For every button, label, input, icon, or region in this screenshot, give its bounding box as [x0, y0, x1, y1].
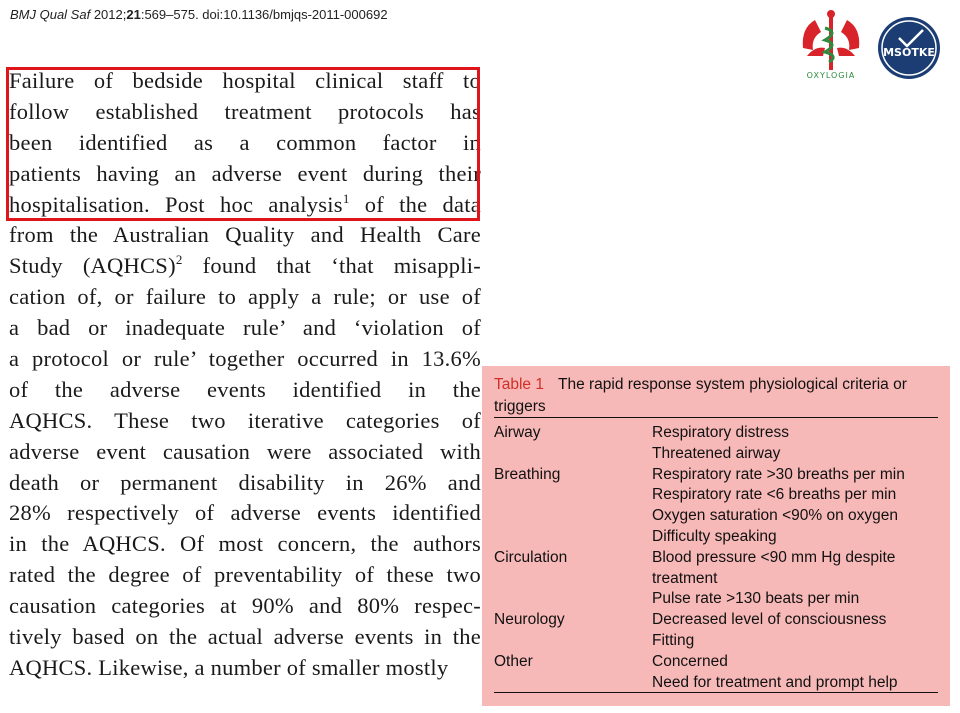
text-line: death or permanent disability in 26% and [9, 469, 481, 495]
table-label: Table 1 [494, 376, 544, 393]
table-row [494, 423, 942, 444]
text-line: AQHCS. Likewise, a number of smaller mostly [9, 654, 449, 680]
text-line: Study (AQHCS)$^2$ found that ‘that misappli- [9, 252, 481, 279]
table-row [494, 548, 942, 569]
journal-pages-doi: :569–575. doi:10.1136/bmjqs-2011-000692 [140, 7, 388, 22]
table-row [494, 610, 942, 631]
criterion-cell: Fitting [652, 631, 695, 649]
text-line: a protocol or rule’ together occurred in 13.6% [9, 346, 481, 372]
table-row [494, 631, 942, 652]
table-row [494, 485, 942, 506]
journal-year: 2012; [93, 7, 127, 22]
category-cell: Neurology [494, 611, 565, 629]
msotke-logo-text: MSOTKE [883, 46, 935, 59]
table-title: The rapid response system physiological criteria or triggers [494, 376, 907, 415]
criterion-cell: Respiratory rate <6 breaths per min [652, 486, 897, 504]
text-line: tively based on the actual adverse events in the [9, 624, 481, 650]
category-cell: Breathing [494, 465, 561, 483]
text-line: Failure of bedside hospital clinical staff to [9, 68, 481, 93]
text-line: adverse event causation were associated with [9, 438, 481, 464]
table-panel [482, 366, 950, 706]
text-line: rated the degree of preventability of these two [9, 562, 481, 588]
journal-citation [10, 7, 388, 22]
criterion-cell: Threatened airway [652, 444, 781, 462]
table-row [494, 444, 942, 465]
text-line: hospitalisation. Post hoc analysis$^1$ of the data [9, 190, 481, 217]
criterion-cell: Decreased level of consciousness [652, 611, 887, 629]
text-line: causation categories at 90% and 80% respec- [9, 593, 481, 619]
table-row [494, 506, 942, 527]
journal-name: BMJ Qual Saf [10, 7, 91, 22]
footnote-reference: 2 [175, 252, 183, 268]
criterion-cell: Blood pressure <90 mm Hg despite [652, 548, 896, 566]
category-cell: Airway [494, 424, 541, 441]
journal-volume: 21 [126, 7, 141, 22]
logo-group [795, 8, 945, 80]
text-line: from the Australian Quality and Health Care [9, 222, 481, 248]
criterion-cell: Need for treatment and prompt help [652, 673, 898, 691]
category-cell: Circulation [494, 548, 568, 566]
text-line: been identified as a common factor in [9, 129, 481, 155]
criterion-cell: Oxygen saturation <90% on oxygen [652, 507, 899, 525]
text-line: cation of, or failure to apply a rule; or use of [9, 284, 481, 310]
oxylogia-logo [795, 8, 867, 80]
table-row [494, 569, 942, 590]
table-row [494, 673, 942, 694]
text-line: in the AQHCS. Of most concern, the authors [9, 531, 481, 557]
table-row [494, 589, 942, 610]
criterion-cell: treatment [652, 569, 718, 587]
table-body [494, 423, 942, 693]
text-line: 28% respectively of adverse events identified [9, 500, 481, 526]
highlight-box [6, 67, 480, 221]
text-line: AQHCS. These two iterative categories of [9, 407, 481, 433]
oxylogia-logo-text: OXYLOGIA [806, 71, 856, 80]
criterion-cell: Pulse rate >130 beats per min [652, 590, 860, 608]
msotke-logo [877, 16, 941, 80]
text-line: of the adverse events identified in the [9, 376, 481, 402]
criterion-cell: Respiratory distress [652, 424, 789, 441]
criterion-cell: Concerned [652, 652, 728, 670]
table-row [494, 652, 942, 673]
criterion-cell: Respiratory rate >30 breaths per min [652, 465, 905, 483]
footnote-reference: 1 [342, 190, 350, 206]
criterion-cell: Difficulty speaking [652, 527, 777, 545]
category-cell: Other [494, 652, 533, 670]
text-line: follow established treatment protocols has [9, 98, 481, 124]
table-row [494, 527, 942, 548]
text-line: a bad or inadequate rule’ and ‘violation of [9, 315, 481, 341]
table-top-rule [494, 417, 938, 418]
table-bottom-rule [494, 692, 938, 693]
table-row [494, 465, 942, 486]
table-caption [494, 374, 942, 418]
text-line: patients having an adverse event during their [9, 160, 481, 186]
